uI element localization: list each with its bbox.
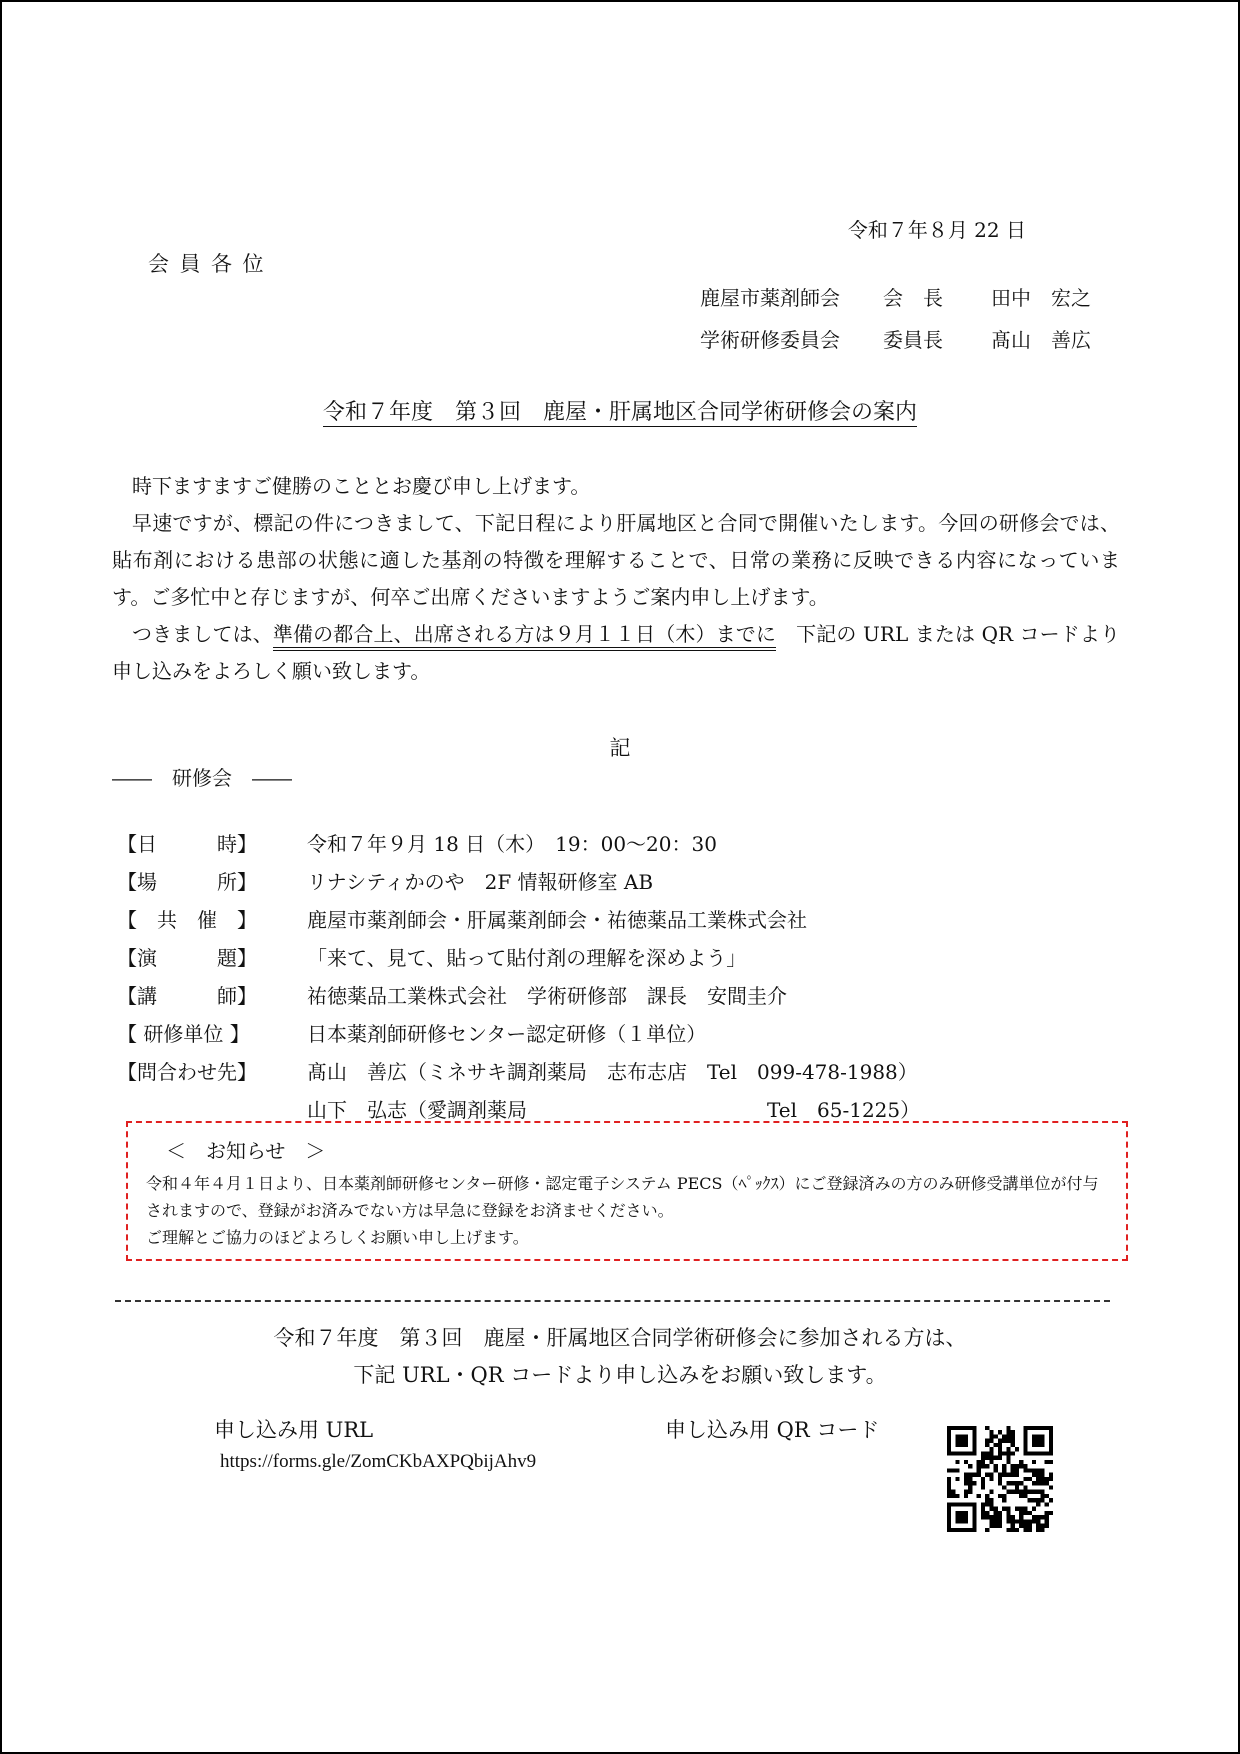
sender-name: 田中 宏之 — [991, 286, 1091, 310]
qr-module — [1036, 1528, 1040, 1532]
ki-heading: 記 — [609, 736, 631, 760]
qr-module — [981, 1464, 985, 1468]
qr-module — [1015, 1507, 1019, 1511]
sender-role: 会 長 — [883, 286, 943, 310]
qr-module — [947, 1481, 951, 1485]
details-value: 山下 弘志（愛調剤薬局 Tel 65-1225） — [307, 1097, 921, 1122]
qr-module — [989, 1519, 993, 1523]
qr-module — [989, 1434, 993, 1438]
qr-module — [1023, 1426, 1053, 1430]
qr-module — [985, 1439, 989, 1443]
qr-module — [955, 1477, 959, 1481]
qr-module — [1023, 1426, 1027, 1456]
qr-module — [947, 1502, 951, 1532]
qr-module — [1023, 1490, 1027, 1494]
qr-module — [1002, 1507, 1006, 1511]
deadline-emphasis: 準備の都合上、出席される方は９月１１日（木）までに — [273, 622, 776, 651]
sender-row — [700, 282, 1091, 324]
qr-module — [947, 1468, 951, 1472]
qr-module — [1019, 1464, 1023, 1468]
qr-module — [1006, 1447, 1010, 1451]
details-row — [117, 823, 920, 861]
qr-module — [1045, 1494, 1049, 1498]
qr-module — [977, 1468, 981, 1472]
qr-module — [947, 1426, 977, 1430]
qr-module — [1006, 1481, 1010, 1485]
qr-module — [1015, 1490, 1019, 1494]
qr-module — [998, 1515, 1002, 1519]
qr-module — [981, 1485, 985, 1489]
qr-module — [1045, 1511, 1049, 1515]
body-text — [112, 468, 1120, 690]
qr-module — [985, 1528, 989, 1532]
issue-date: 令和７年８月 22 日 — [847, 218, 1026, 242]
qr-module — [972, 1473, 976, 1477]
qr-module — [1015, 1464, 1019, 1468]
qr-module — [1032, 1515, 1036, 1519]
qr-module — [1028, 1511, 1032, 1515]
qr-module — [1011, 1481, 1015, 1485]
qr-module — [985, 1426, 989, 1430]
qr-module — [1032, 1434, 1045, 1447]
qr-module — [1040, 1490, 1044, 1494]
qr-module — [1045, 1519, 1049, 1523]
details-value: リナシティかのや 2F 情報研修室 AB — [307, 869, 654, 894]
qr-module — [981, 1511, 985, 1515]
qr-module — [1011, 1468, 1015, 1472]
qr-module — [1011, 1528, 1015, 1532]
details-value: 祐徳薬品工業株式会社 学術研修部 課長 安間圭介 — [307, 983, 787, 1008]
qr-module — [998, 1519, 1002, 1523]
qr-module — [981, 1481, 985, 1485]
qr-module — [1015, 1447, 1019, 1451]
qr-module — [1006, 1456, 1010, 1460]
footer-message — [2, 1320, 1238, 1394]
qr-module — [1032, 1473, 1036, 1477]
qr-module — [989, 1507, 993, 1511]
qr-module — [1023, 1519, 1027, 1523]
qr-module — [1028, 1477, 1032, 1481]
qr-module — [989, 1460, 993, 1464]
qr-module — [1011, 1443, 1015, 1447]
qr-module — [977, 1494, 981, 1498]
qr-module — [1015, 1519, 1019, 1523]
qr-module — [1036, 1498, 1040, 1502]
qr-module — [1019, 1524, 1023, 1528]
sender-block — [700, 282, 1091, 366]
qr-module — [1019, 1494, 1023, 1498]
intro-paragraph: 早速ですが、標記の件につきまして、下記日程により肝属地区と合同で開催いたします。今回の研修会では、貼布剤における患部の状態に適した基剤の特徴を理解することで、日常の業務に反映できる内容になっています。ご多忙中と存じますが、何卒ご出席くださいますようご案内申し上げます。 — [112, 511, 1120, 609]
qr-module — [985, 1511, 989, 1515]
qr-module — [981, 1456, 985, 1460]
notice-heading: ＜ お知らせ ＞ — [166, 1139, 326, 1163]
qr-module — [1019, 1507, 1023, 1511]
qr-module — [1040, 1515, 1044, 1519]
qr-module — [947, 1528, 977, 1532]
details-table — [117, 823, 920, 1127]
qr-module — [998, 1447, 1002, 1451]
qr-module — [964, 1481, 968, 1485]
qr-module — [1002, 1498, 1006, 1502]
qr-module — [1036, 1477, 1040, 1481]
qr-module — [1019, 1519, 1023, 1523]
details-label: 【場 所】 — [117, 869, 257, 894]
qr-module — [947, 1494, 951, 1498]
qr-module — [1006, 1434, 1010, 1438]
qr-module — [1045, 1481, 1049, 1485]
qr-module — [1036, 1468, 1040, 1472]
cut-line — [115, 1300, 1110, 1302]
details-value: 日本薬剤師研修センター認定研修（１単位） — [307, 1021, 707, 1046]
qr-module — [998, 1473, 1002, 1477]
qr-module — [1040, 1477, 1044, 1481]
deadline-paragraph — [112, 616, 1120, 690]
details-label: 【演 題】 — [117, 945, 257, 970]
qr-module — [1006, 1511, 1010, 1515]
qr-module — [1019, 1481, 1023, 1485]
qr-module — [989, 1473, 993, 1477]
qr-module — [977, 1460, 981, 1464]
qr-module — [985, 1502, 989, 1506]
details-label: 【 共 催 】 — [117, 907, 257, 932]
qr-module — [1023, 1451, 1053, 1455]
sender-name: 髙山 善広 — [991, 328, 1091, 352]
qr-module — [968, 1464, 972, 1468]
details-row — [117, 937, 920, 975]
sender-row — [700, 324, 1091, 366]
qr-module — [1023, 1477, 1027, 1481]
details-value: 令和７年９月 18 日（木） 19：00〜20：30 — [307, 831, 717, 856]
qr-module — [989, 1447, 993, 1451]
qr-module — [994, 1456, 998, 1460]
qr-module — [989, 1498, 993, 1502]
qr-module — [1040, 1468, 1044, 1472]
qr-module — [998, 1481, 1002, 1485]
qr-module — [1006, 1426, 1010, 1430]
qr-module — [1011, 1451, 1015, 1455]
qr-module — [1049, 1485, 1053, 1489]
qr-module — [947, 1485, 951, 1489]
qr-module — [998, 1477, 1002, 1481]
qr-module — [947, 1490, 951, 1494]
qr-module — [1006, 1528, 1010, 1532]
qr-module — [994, 1524, 998, 1528]
document-title-text: 令和７年度 第３回 鹿屋・肝属地区合同学術研修会の案内 — [322, 400, 917, 425]
deadline-post: 下記の URL または QR コードより申し込みをよろしく願い致します。 — [112, 622, 1121, 683]
qr-module — [1028, 1468, 1032, 1472]
qr-module — [1011, 1439, 1015, 1443]
qr-module — [994, 1515, 998, 1519]
qr-module — [1015, 1468, 1019, 1472]
qr-module — [1019, 1490, 1023, 1494]
qr-module — [1011, 1473, 1015, 1477]
qr-module — [1011, 1430, 1015, 1434]
qr-module — [1045, 1524, 1049, 1528]
qr-module — [994, 1507, 998, 1511]
qr-module — [1015, 1473, 1019, 1477]
qr-module — [1028, 1498, 1032, 1502]
qr-module — [998, 1511, 1002, 1515]
qr-module — [1011, 1464, 1015, 1468]
deadline-pre: つきましては、 — [132, 622, 273, 646]
qr-module — [968, 1481, 972, 1485]
qr-module — [1006, 1490, 1010, 1494]
qr-module — [1028, 1528, 1032, 1532]
qr-module — [1040, 1494, 1044, 1498]
qr-module — [1011, 1490, 1015, 1494]
qr-module — [985, 1498, 989, 1502]
qr-module — [951, 1494, 955, 1498]
qr-module — [1002, 1485, 1006, 1489]
qr-module — [1002, 1468, 1006, 1472]
notice-box — [126, 1121, 1128, 1261]
qr-module — [1045, 1515, 1049, 1519]
qr-module — [1002, 1494, 1006, 1498]
qr-label: 申し込み用 QR コード — [665, 1418, 880, 1442]
qr-module — [947, 1451, 977, 1455]
details-label: 【 研修単位 】 — [117, 1021, 250, 1046]
qr-module — [1006, 1430, 1010, 1434]
qr-module — [1036, 1473, 1040, 1477]
qr-module — [1036, 1490, 1040, 1494]
qr-module — [1006, 1460, 1010, 1464]
qr-module — [989, 1439, 993, 1443]
qr-module — [1023, 1464, 1027, 1468]
qr-module — [989, 1456, 993, 1460]
qr-module — [1023, 1528, 1027, 1532]
qr-module — [1032, 1498, 1036, 1502]
qr-module — [1036, 1515, 1040, 1519]
qr-module — [1032, 1490, 1036, 1494]
qr-module — [994, 1443, 998, 1447]
qr-module — [968, 1473, 972, 1477]
qr-module — [1011, 1519, 1015, 1523]
qr-module — [972, 1502, 976, 1532]
details-label: 【問合わせ先】 — [117, 1059, 257, 1084]
qr-module — [1040, 1473, 1044, 1477]
qr-module — [1032, 1507, 1036, 1511]
application-url-link[interactable]: https://forms.gle/ZomCKbAXPQbijAhv9 — [220, 1451, 537, 1472]
qr-module — [994, 1511, 998, 1515]
qr-module — [1028, 1524, 1032, 1528]
qr-module — [989, 1502, 993, 1506]
details-value: 髙山 善広（ミネサキ調剤薬局 志布志店 Tel 099-478-1988） — [307, 1059, 918, 1084]
details-row — [117, 1013, 920, 1051]
qr-module — [981, 1477, 985, 1481]
url-label: 申し込み用 URL — [214, 1418, 374, 1442]
qr-module — [968, 1485, 972, 1489]
details-label: 【日 時】 — [117, 831, 257, 856]
footer-line: 令和７年度 第３回 鹿屋・肝属地区合同学術研修会に参加される方は、 — [273, 1326, 967, 1350]
qr-module — [955, 1468, 959, 1472]
qr-module — [1023, 1485, 1027, 1489]
qr-module — [989, 1430, 993, 1434]
qr-module — [1006, 1473, 1010, 1477]
qr-module — [985, 1456, 989, 1460]
qr-module — [955, 1494, 959, 1498]
qr-module — [1049, 1477, 1053, 1481]
qr-module — [1015, 1528, 1019, 1532]
qr-module — [981, 1460, 985, 1464]
qr-module — [1011, 1524, 1015, 1528]
qr-module — [998, 1430, 1002, 1434]
qr-module — [977, 1473, 981, 1477]
qr-module — [994, 1519, 998, 1523]
qr-module — [1040, 1481, 1044, 1485]
qr-module — [994, 1464, 998, 1468]
details-row — [117, 1051, 920, 1089]
footer-line: 下記 URL・QR コードより申し込みをお願い致します。 — [353, 1363, 887, 1387]
qr-module — [1006, 1519, 1010, 1523]
qr-module — [977, 1464, 981, 1468]
details-row — [117, 899, 920, 937]
qr-module — [1006, 1439, 1010, 1443]
qr-module — [989, 1477, 993, 1481]
qr-module — [1049, 1498, 1053, 1502]
qr-module — [1019, 1460, 1023, 1464]
sender-org: 鹿屋市薬剤師会 — [700, 286, 840, 310]
qr-module — [1023, 1494, 1027, 1498]
qr-module — [1015, 1481, 1019, 1485]
qr-module — [1032, 1468, 1036, 1472]
qr-module — [1023, 1524, 1027, 1528]
qr-module — [964, 1490, 968, 1494]
qr-module — [985, 1451, 989, 1455]
details-label: 【講 師】 — [117, 983, 257, 1008]
qr-module — [1045, 1460, 1049, 1464]
notice-text: ご理解とご協力のほどよろしくお願い申し上げます。 — [146, 1228, 529, 1247]
qr-module — [951, 1468, 955, 1472]
qr-module — [985, 1464, 989, 1468]
qr-module — [998, 1456, 1002, 1460]
qr-module — [981, 1515, 985, 1519]
sender-org: 学術研修委員会 — [700, 328, 840, 352]
qr-module — [994, 1434, 998, 1438]
qr-module — [1040, 1524, 1044, 1528]
qr-module — [989, 1515, 993, 1519]
qr-module — [998, 1494, 1002, 1498]
qr-module — [998, 1524, 1002, 1528]
qr-module — [989, 1451, 993, 1455]
qr-module — [1036, 1524, 1040, 1528]
qr-module — [1002, 1439, 1006, 1443]
details-value: 鹿屋市薬剤師会・肝属薬剤師会・祐徳薬品工業株式会社 — [307, 907, 807, 932]
qr-module — [1006, 1507, 1010, 1511]
qr-module — [1023, 1468, 1027, 1472]
section-heading: ―― 研修会 ―― — [112, 766, 292, 790]
qr-module — [964, 1460, 968, 1464]
qr-module — [1032, 1460, 1036, 1464]
qr-module — [1006, 1515, 1010, 1519]
qr-module — [1049, 1511, 1053, 1515]
details-row — [117, 861, 920, 899]
qr-module — [981, 1507, 985, 1511]
qr-module — [972, 1426, 976, 1456]
qr-module — [955, 1511, 968, 1524]
qr-module — [985, 1494, 989, 1498]
qr-module — [1015, 1485, 1019, 1489]
qr-module — [1032, 1481, 1036, 1485]
qr-module — [964, 1473, 968, 1477]
qr-module — [1028, 1519, 1032, 1523]
qr-module — [989, 1490, 993, 1494]
qr-module — [972, 1481, 976, 1485]
qr-module — [989, 1524, 993, 1528]
qr-module — [968, 1477, 972, 1481]
qr-module — [998, 1451, 1002, 1455]
qr-module — [947, 1426, 951, 1456]
qr-module — [1040, 1498, 1044, 1502]
qr-module — [947, 1477, 951, 1481]
qr-module — [1002, 1464, 1006, 1468]
qr-module — [951, 1490, 955, 1494]
qr-module — [981, 1502, 985, 1506]
sender-role: 委員長 — [883, 328, 943, 352]
qr-module — [1049, 1426, 1053, 1456]
qr-module — [1049, 1460, 1053, 1464]
qr-module — [985, 1443, 989, 1447]
qr-module — [1036, 1502, 1040, 1506]
qr-module — [1006, 1451, 1010, 1455]
qr-module — [955, 1460, 959, 1464]
qr-module — [1011, 1434, 1015, 1438]
notice-text: 令和４年４月１日より、日本薬剤師研修センター研修・認定電子システム PECS（ﾍﾟｯｸｽ）にご登録済みの方のみ研修受講単位が付与されますので、登録がお済みでない方は早急に登録をお済ませください。 — [146, 1174, 1099, 1220]
qr-module — [1011, 1515, 1015, 1519]
qr-module — [1019, 1515, 1023, 1519]
qr-code[interactable] — [947, 1426, 1053, 1532]
qr-module — [1036, 1519, 1040, 1523]
qr-module — [1045, 1477, 1049, 1481]
qr-module — [968, 1490, 972, 1494]
qr-module — [1002, 1451, 1006, 1455]
qr-module — [1036, 1481, 1040, 1485]
greeting-paragraph: 時下ますますご健勝のこととお慶び申し上げます。 — [132, 474, 591, 498]
details-value: 「来て、見て、貼って貼付剤の理解を深めよう」 — [307, 945, 747, 970]
qr-module — [998, 1439, 1002, 1443]
qr-module — [981, 1451, 985, 1455]
qr-module — [1040, 1528, 1044, 1532]
qr-module — [985, 1473, 989, 1477]
qr-module — [1019, 1511, 1023, 1515]
qr-module — [1045, 1502, 1049, 1506]
qr-module — [1023, 1507, 1027, 1511]
qr-module — [1032, 1519, 1036, 1523]
qr-module — [1028, 1490, 1032, 1494]
qr-module — [1002, 1473, 1006, 1477]
qr-module — [985, 1515, 989, 1519]
qr-module — [1049, 1473, 1053, 1477]
qr-module — [1002, 1434, 1006, 1438]
qr-module — [955, 1434, 968, 1447]
qr-module — [964, 1494, 968, 1498]
document-title — [2, 395, 1238, 426]
details-row — [117, 975, 920, 1013]
qr-module — [1023, 1511, 1027, 1515]
qr-module — [947, 1502, 977, 1506]
addressee: 会員各位 — [148, 252, 274, 276]
qr-module — [998, 1443, 1002, 1447]
qr-module — [994, 1468, 998, 1472]
qr-module — [964, 1477, 968, 1481]
